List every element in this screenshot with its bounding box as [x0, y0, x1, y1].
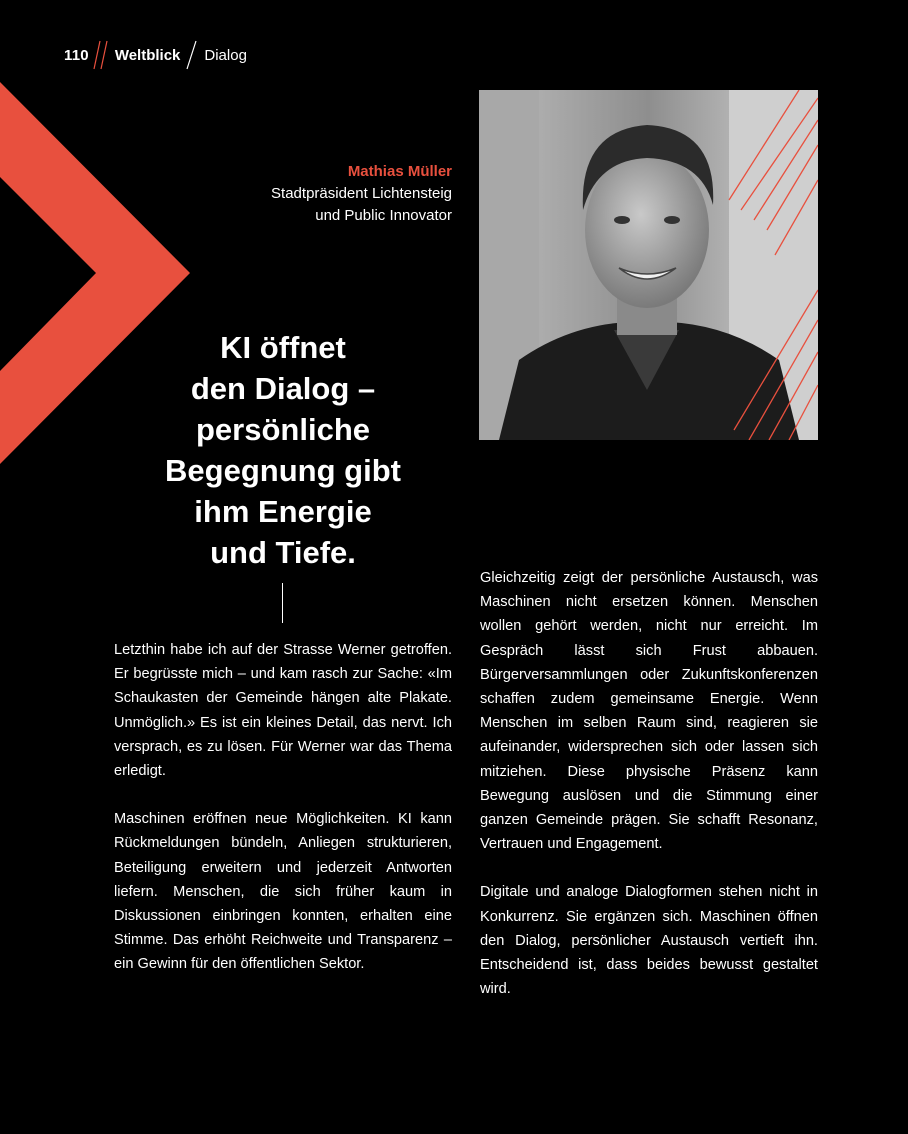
- author-role-line-1: Stadtpräsident Lichtensteig: [271, 185, 452, 202]
- author-block: [152, 161, 452, 227]
- headline-line-5: ihm Energie: [194, 494, 372, 529]
- subsection-title: Dialog: [204, 46, 247, 64]
- page-number: 110: [64, 46, 89, 64]
- vertical-divider: [282, 583, 283, 623]
- body-paragraph: Digitale und analoge Dialogformen stehen nicht in Konkurrenz. Sie ergänzen sich. Maschinen öffnen den Dialog, persönlicher Austausch vertieft ihn. Entscheidend ist, dass beides bewusst gestaltet wird.: [480, 884, 818, 998]
- headline: [132, 327, 434, 573]
- headline-line-2: den Dialog –: [190, 371, 376, 406]
- body-paragraph: Letzthin habe ich auf der Strasse Werner getroffen. Er begrüsste mich – und kam rasch zur Sache: «Im Schaukasten der Gemeinde hängen alte Plakate. Unmöglich.» Es ist ein kleines Detail, das nervt. Ich versprach, es zu lösen. Für Werner war das Thema erledigt.: [114, 642, 452, 780]
- section-title: Weltblick: [114, 46, 181, 64]
- body-column-left: [114, 638, 452, 1001]
- headline-line-3: persönliche: [196, 412, 370, 447]
- headline-line-6: und Tiefe.: [210, 535, 356, 570]
- portrait-illustration-icon: [479, 90, 818, 440]
- author-name: Mathias Müller: [347, 163, 452, 180]
- body-column-right: [480, 566, 818, 1025]
- portrait-photo: [479, 90, 818, 440]
- headline-line-4: Begegnung gibt: [165, 453, 401, 488]
- author-role-line-2: und Public Innovator: [315, 207, 452, 224]
- body-paragraph: Maschinen eröffnen neue Möglichkeiten. KI kann Rückmeldungen bündeln, Anliegen strukturieren, Beteiligung erweitern und jederzeit Antworten liefern. Menschen, die sich früher kaum in Diskussionen einbringen konnten, erhalten eine Stimme. Das erhöht Reichweite und Transparenz – ein Gewinn für den öffentlichen Sektor.: [114, 811, 452, 973]
- body-paragraph: Gleichzeitig zeigt der persönliche Austausch, was Maschinen nicht ersetzen können. Menschen wollen gehört werden, nicht nur erreicht. Im Gespräch lässt sich Frust abbauen. Bürgerversammlungen oder Zukunftskonferenzen schaffen zudem gemeinsame Energie. Wenn Menschen im selben Raum sind, reagieren sie aufeinander, widersprechen sich oder lassen sich mitziehen. Diese physische Präsenz kann Bewegung auslösen und die Stimmung einer ganzen Gemeinde prägen. Sie schafft Resonanz, Vertrauen und Engagement.: [480, 570, 818, 853]
- headline-line-1: KI öffnet: [220, 330, 346, 365]
